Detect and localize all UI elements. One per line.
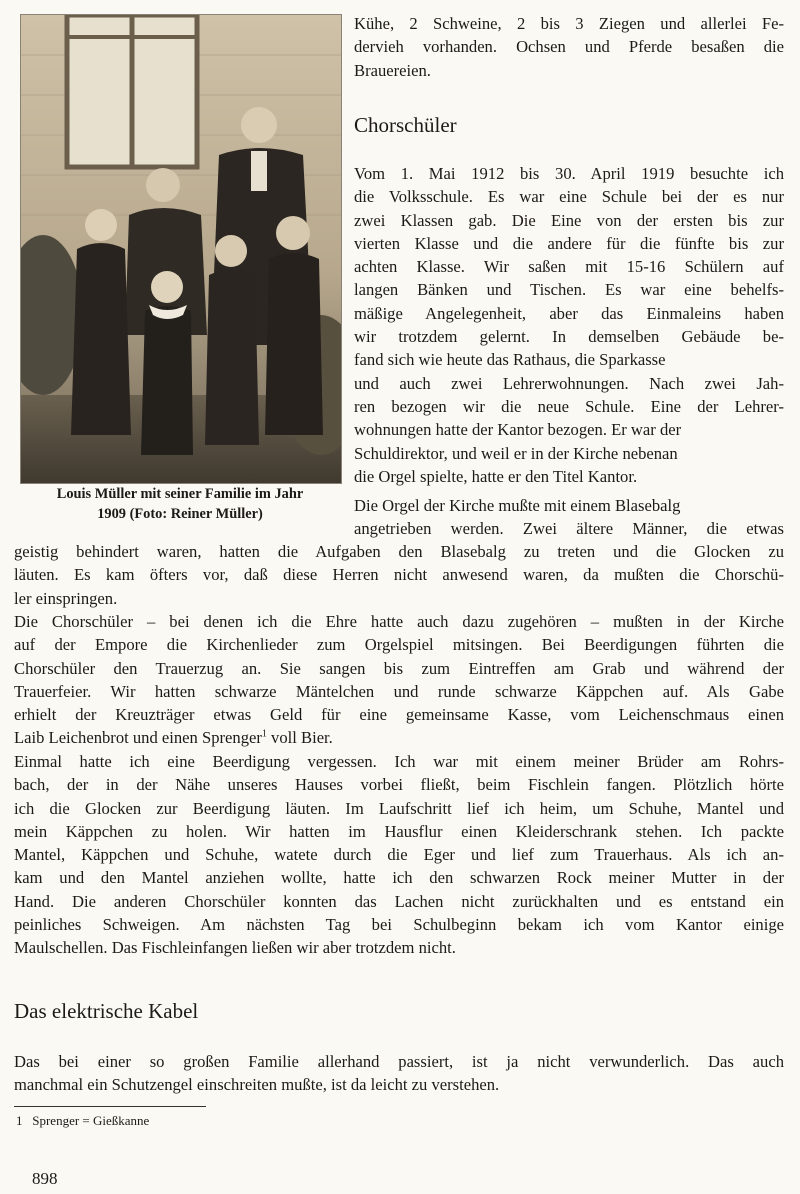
footnote-rule [14, 1106, 206, 1107]
text-line: angetrieben werden. Zwei ältere Männer, die etwas [354, 519, 784, 539]
text-line: die Volksschule. Es war eine Schule bei der es nur [354, 187, 784, 207]
text-line: Brauereien. [354, 60, 431, 80]
paragraph-2-continued [14, 540, 784, 610]
text-fragment: voll Bier. [266, 728, 333, 748]
paragraph-1 [354, 162, 784, 488]
text-line: zwei Klassen gab. Die Eine von der ersten bis zur [354, 210, 784, 230]
text-line: achten Klasse. Wir saßen mit 15-16 Schülern auf [354, 257, 784, 277]
text-line [14, 726, 784, 749]
text-line: Maulschellen. Das Fischleinfangen ließen wir aber trotzdem nicht. [14, 938, 456, 958]
footnote-number: 1 [16, 1113, 23, 1128]
paragraph-4 [14, 750, 784, 960]
family-photo [20, 14, 342, 484]
text-line: Mantel, Käppchen und Schuhe, watete durch die Eger und lief zum Trauerhaus. Als ich an- [14, 845, 784, 865]
intro-paragraph [354, 12, 784, 82]
footnote-text: Sprenger = Gießkanne [32, 1113, 150, 1128]
text-line: erhielt der Kreuzträger etwas Geld für eine gemeinsame Kasse, vom Leichenschmaus einen [14, 705, 784, 725]
text-line: und auch zwei Lehrerwohnungen. Nach zwei Jah- [354, 373, 784, 393]
text-line: ler einspringen. [14, 588, 118, 608]
footnote [16, 1112, 149, 1130]
family-photo-drawing [21, 15, 341, 483]
text-line: läuten. Es kam öfters vor, daß diese Herren nicht anwesend waren, da mußten die Chorschü- [14, 565, 784, 585]
caption-line-1: Louis Müller mit seiner Familie im Jahr [56, 486, 304, 502]
paragraph-3 [14, 610, 784, 750]
text-fragment: Laib Leichenbrot und einen Sprenger [14, 728, 262, 748]
text-line: Kühe, 2 Schweine, 2 bis 3 Ziegen und allerlei Fe- [354, 14, 784, 33]
page-number: 898 [32, 1169, 58, 1188]
text-line: Einmal hatte ich eine Beerdigung vergessen. Ich war mit einem meiner Brüder am Rohrs- [14, 752, 784, 771]
text-line: Die Chorschüler – bei denen ich die Ehre hatte auch dazu zugehören – mußten in der Kirche [14, 612, 784, 631]
caption-line-2: 1909 (Foto: Reiner Müller) [97, 506, 263, 522]
text-line: geistig behindert waren, hatten die Aufgaben den Blasebalg zu treten und die Glocken zu [14, 542, 784, 561]
text-line: Vom 1. Mai 1912 bis 30. April 1919 besuchte ich [354, 164, 784, 183]
text-line: dervieh vorhanden. Ochsen und Pferde besaßen die [354, 37, 784, 57]
text-line: ich die Glocken zur Beerdigung läuten. Im Laufschritt lief ich heim, um Schuhe, Mantel und [14, 798, 784, 818]
text-line: mäßige Angelegenheit, aber das Einmaleins haben [354, 303, 784, 323]
text-line: auf der Empore die Kirchenlieder zum Orgelspiel mitsingen. Bei Beerdigungen führten die [14, 635, 784, 655]
text-line: Die Orgel der Kirche mußte mit einem Blasebalg [354, 496, 681, 515]
text-line: Das bei einer so großen Familie allerhand passiert, ist ja nicht verwunderlich. Das auch [14, 1052, 784, 1071]
text-line: peinliches Schweigen. Am nächsten Tag bei Schulbeginn bekam ich vom Kantor einige [14, 915, 784, 935]
text-line: vierten Klasse und die andere für die fünfte bis zur [354, 233, 784, 253]
text-line: Chorschüler den Trauerzug an. Sie sangen bis zum Eintreffen am Grab und während der [14, 658, 784, 678]
text-line: fand sich wie heute das Rathaus, die Sparkasse [354, 350, 666, 370]
text-line: mein Käppchen zu holen. Wir hatten im Hausflur einen Kleiderschrank stehen. Ich packte [14, 821, 784, 841]
text-line: Hand. Die anderen Chorschüler konnten das Lachen nicht zurückhalten und es entstand ein [14, 891, 784, 911]
text-line: langen Bänken und Tischen. Es war eine behelfs- [354, 280, 784, 300]
text-line: ren bezogen wir die neue Schule. Eine der Lehrer- [354, 396, 784, 416]
text-line: wohnungen hatte der Kantor bezogen. Er war der [354, 420, 682, 440]
text-line: bach, der in der Nähe unseres Hauses vorbei fließt, beim Fischlein fangen. Plötzlich hörte [14, 775, 784, 795]
text-line: die Orgel spielte, hatte er den Titel Kantor. [354, 466, 638, 486]
text-line: Schuldirektor, und weil er in der Kirche nebenan [354, 443, 678, 463]
footnote-marker: 1 [261, 728, 267, 740]
text-line: Trauerfeier. Wir hatten schwarze Mäntelchen und runde schwarze Käppchen auf. Als Gabe [14, 681, 784, 701]
text-line: wir trotzdem gelernt. In demselben Gebäude be- [354, 327, 784, 347]
paragraph-2-start [354, 494, 784, 541]
paragraph-5 [14, 1050, 784, 1097]
section-heading-kabel: Das elektrische Kabel [14, 999, 199, 1023]
text-line: kam und den Mantel anziehen wollte, hatte ich den schwarzen Rock meiner Mutter in der [14, 868, 784, 888]
section-heading-chorschueler: Chorschüler [354, 113, 457, 137]
text-line: manchmal ein Schutzengel einschreiten mußte, ist da leicht zu verstehen. [14, 1075, 500, 1095]
photo-caption [18, 484, 342, 524]
